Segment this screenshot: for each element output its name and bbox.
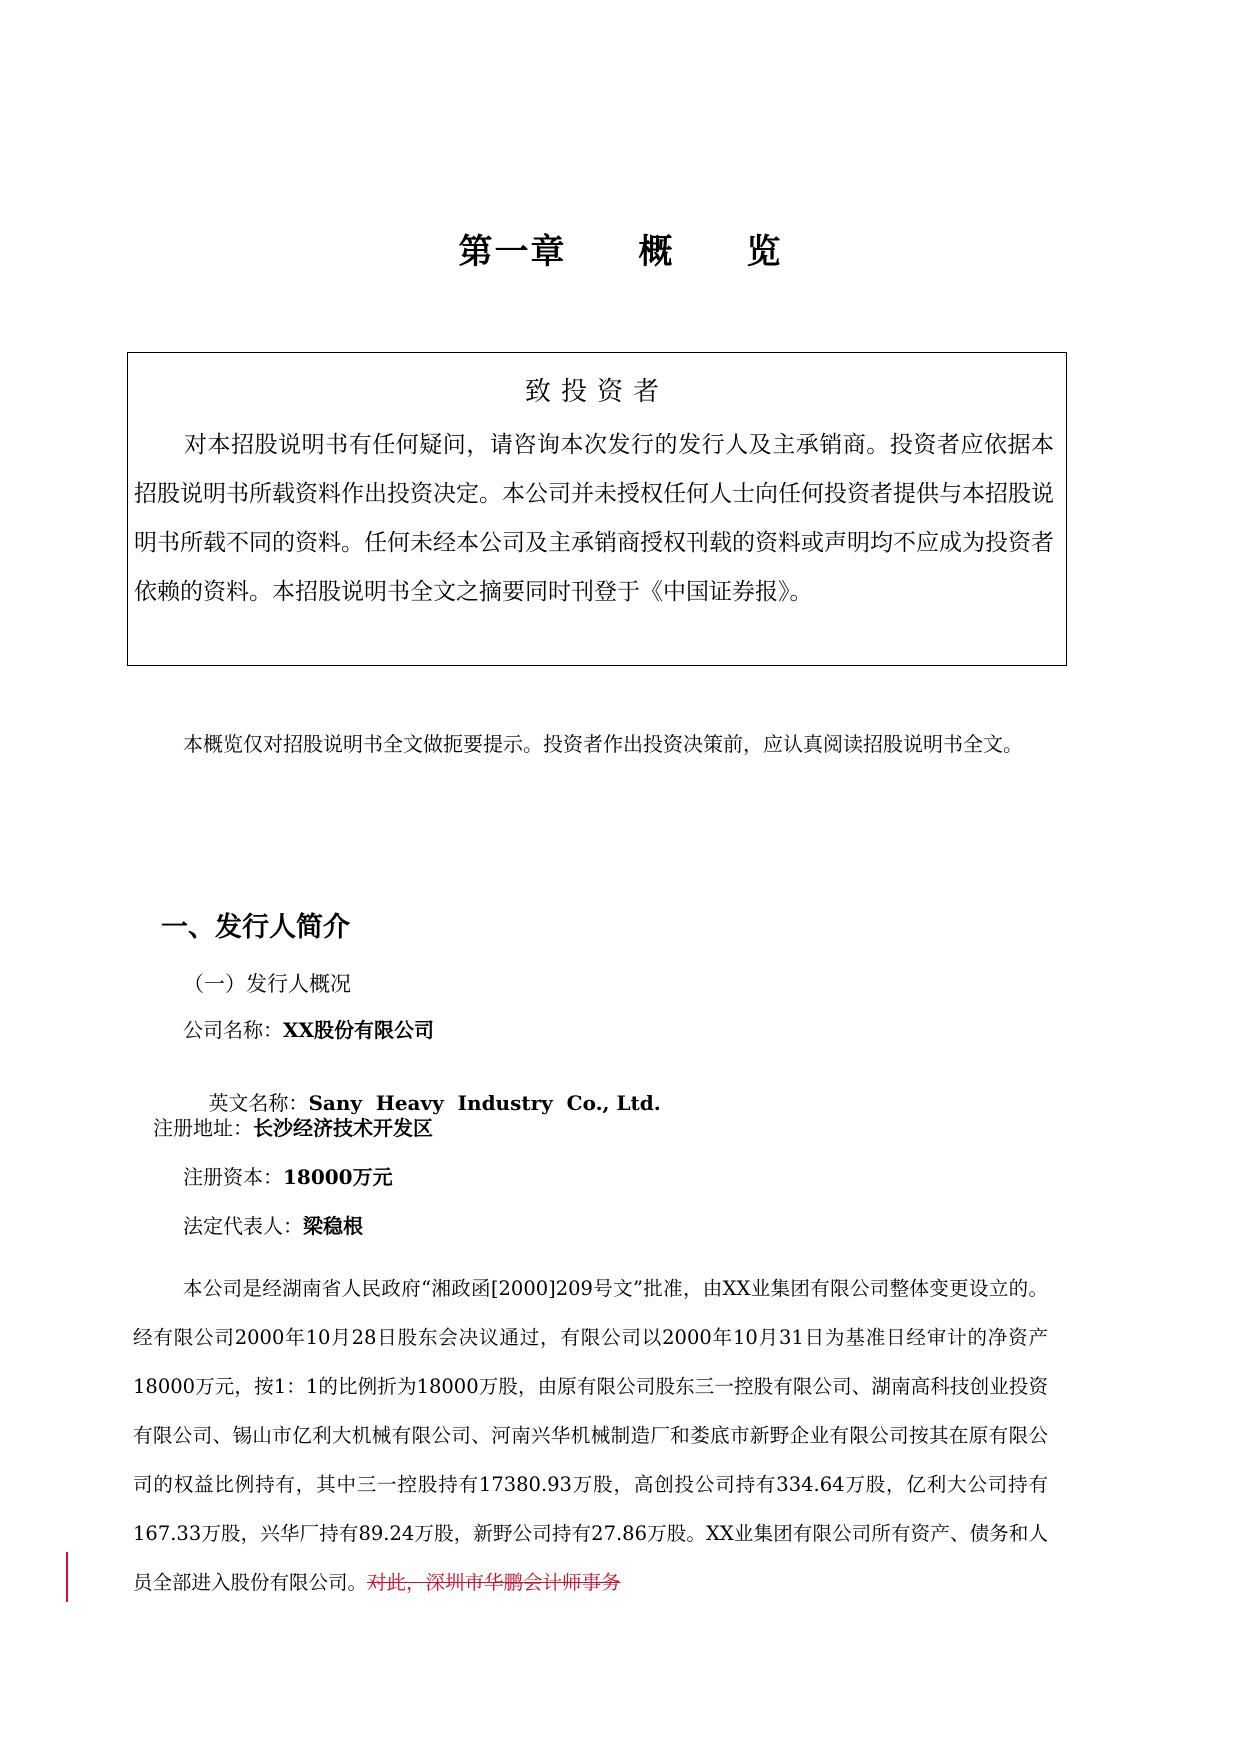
field-value: XX股份有限公司 xyxy=(283,1018,435,1042)
chapter-title xyxy=(0,224,1241,273)
registered-address-field xyxy=(153,1112,433,1141)
notice-heading: 致投资者 xyxy=(524,377,669,407)
field-label: 注册地址： xyxy=(153,1116,253,1140)
section-heading: 一、发行人简介 xyxy=(161,912,350,943)
deleted-revision-text: 对此，深圳市华鹏会计师事务 xyxy=(367,1571,621,1594)
sub-section-heading: （一）发行人概况 xyxy=(183,972,351,996)
paragraph-text: 本公司是经湖南省人民政府“湘政函[2000]209号文”批准，由XX业集团有限公司整体变更设立的。经有限公司2000年10月28日股东会决议通过，有限公司以2000年10月31日为基准日经审计的净资产18000万元，按1：1的比例折为18000万股，由原有限公司股东三一控股有限公司、湖南高科技创业投资有限公司、锡山市亿利大机械有限公司、河南兴华机械制造厂和娄底市新野企业有限公司按其在原有限公司的权益比例持有，其中三一控股持有17380.93万股，高创投公司持有334.64万股，亿利大公司持有167.33万股，兴华厂持有89.24万股，新野公司持有27.86万股。XX业集团有限公司所有资产、债务和人员全部进入股份有限公司。 xyxy=(133,1277,1048,1594)
notice-body: 对本招股说明书有任何疑问，请咨询本次发行的发行人及主承销商。投资者应依据本招股说明书所载资料作出投资决定。本公司并未授权任何人士向任何投资者提供与本招股说明书所载不同的资料。任何未经本公司及主承销商授权刊载的资料或声明均不应成为投资者依赖的资料。本招股说明书全文之摘要同时刊登于《中国证券报》。 xyxy=(134,432,1054,605)
field-label: 注册资本： xyxy=(183,1165,283,1189)
summary-paragraph: 本概览仅对招股说明书全文做扼要提示。投资者作出投资决策前，应认真阅读招股说明书全文。 xyxy=(183,732,1023,756)
legal-representative-field xyxy=(183,1210,363,1239)
chapter-number: 第一章 xyxy=(458,232,567,272)
revision-change-bar xyxy=(66,1552,68,1602)
chapter-title-char-2: 览 xyxy=(746,232,783,272)
chapter-title-char-1: 概 xyxy=(638,232,675,272)
company-name-field xyxy=(183,1014,434,1043)
field-label: 法定代表人： xyxy=(183,1214,303,1238)
field-value: 长沙经济技术开发区 xyxy=(253,1116,433,1140)
field-label: 公司名称： xyxy=(183,1018,283,1042)
field-value: 18000万元 xyxy=(283,1165,393,1189)
investor-notice-box xyxy=(127,352,1067,666)
company-history-paragraph xyxy=(133,1264,1048,1607)
field-value: Sany Heavy Industry Co., Ltd. xyxy=(308,1091,661,1115)
registered-capital-field xyxy=(183,1161,393,1190)
field-label: 英文名称： xyxy=(208,1091,309,1115)
field-value: 梁稳根 xyxy=(303,1214,363,1238)
